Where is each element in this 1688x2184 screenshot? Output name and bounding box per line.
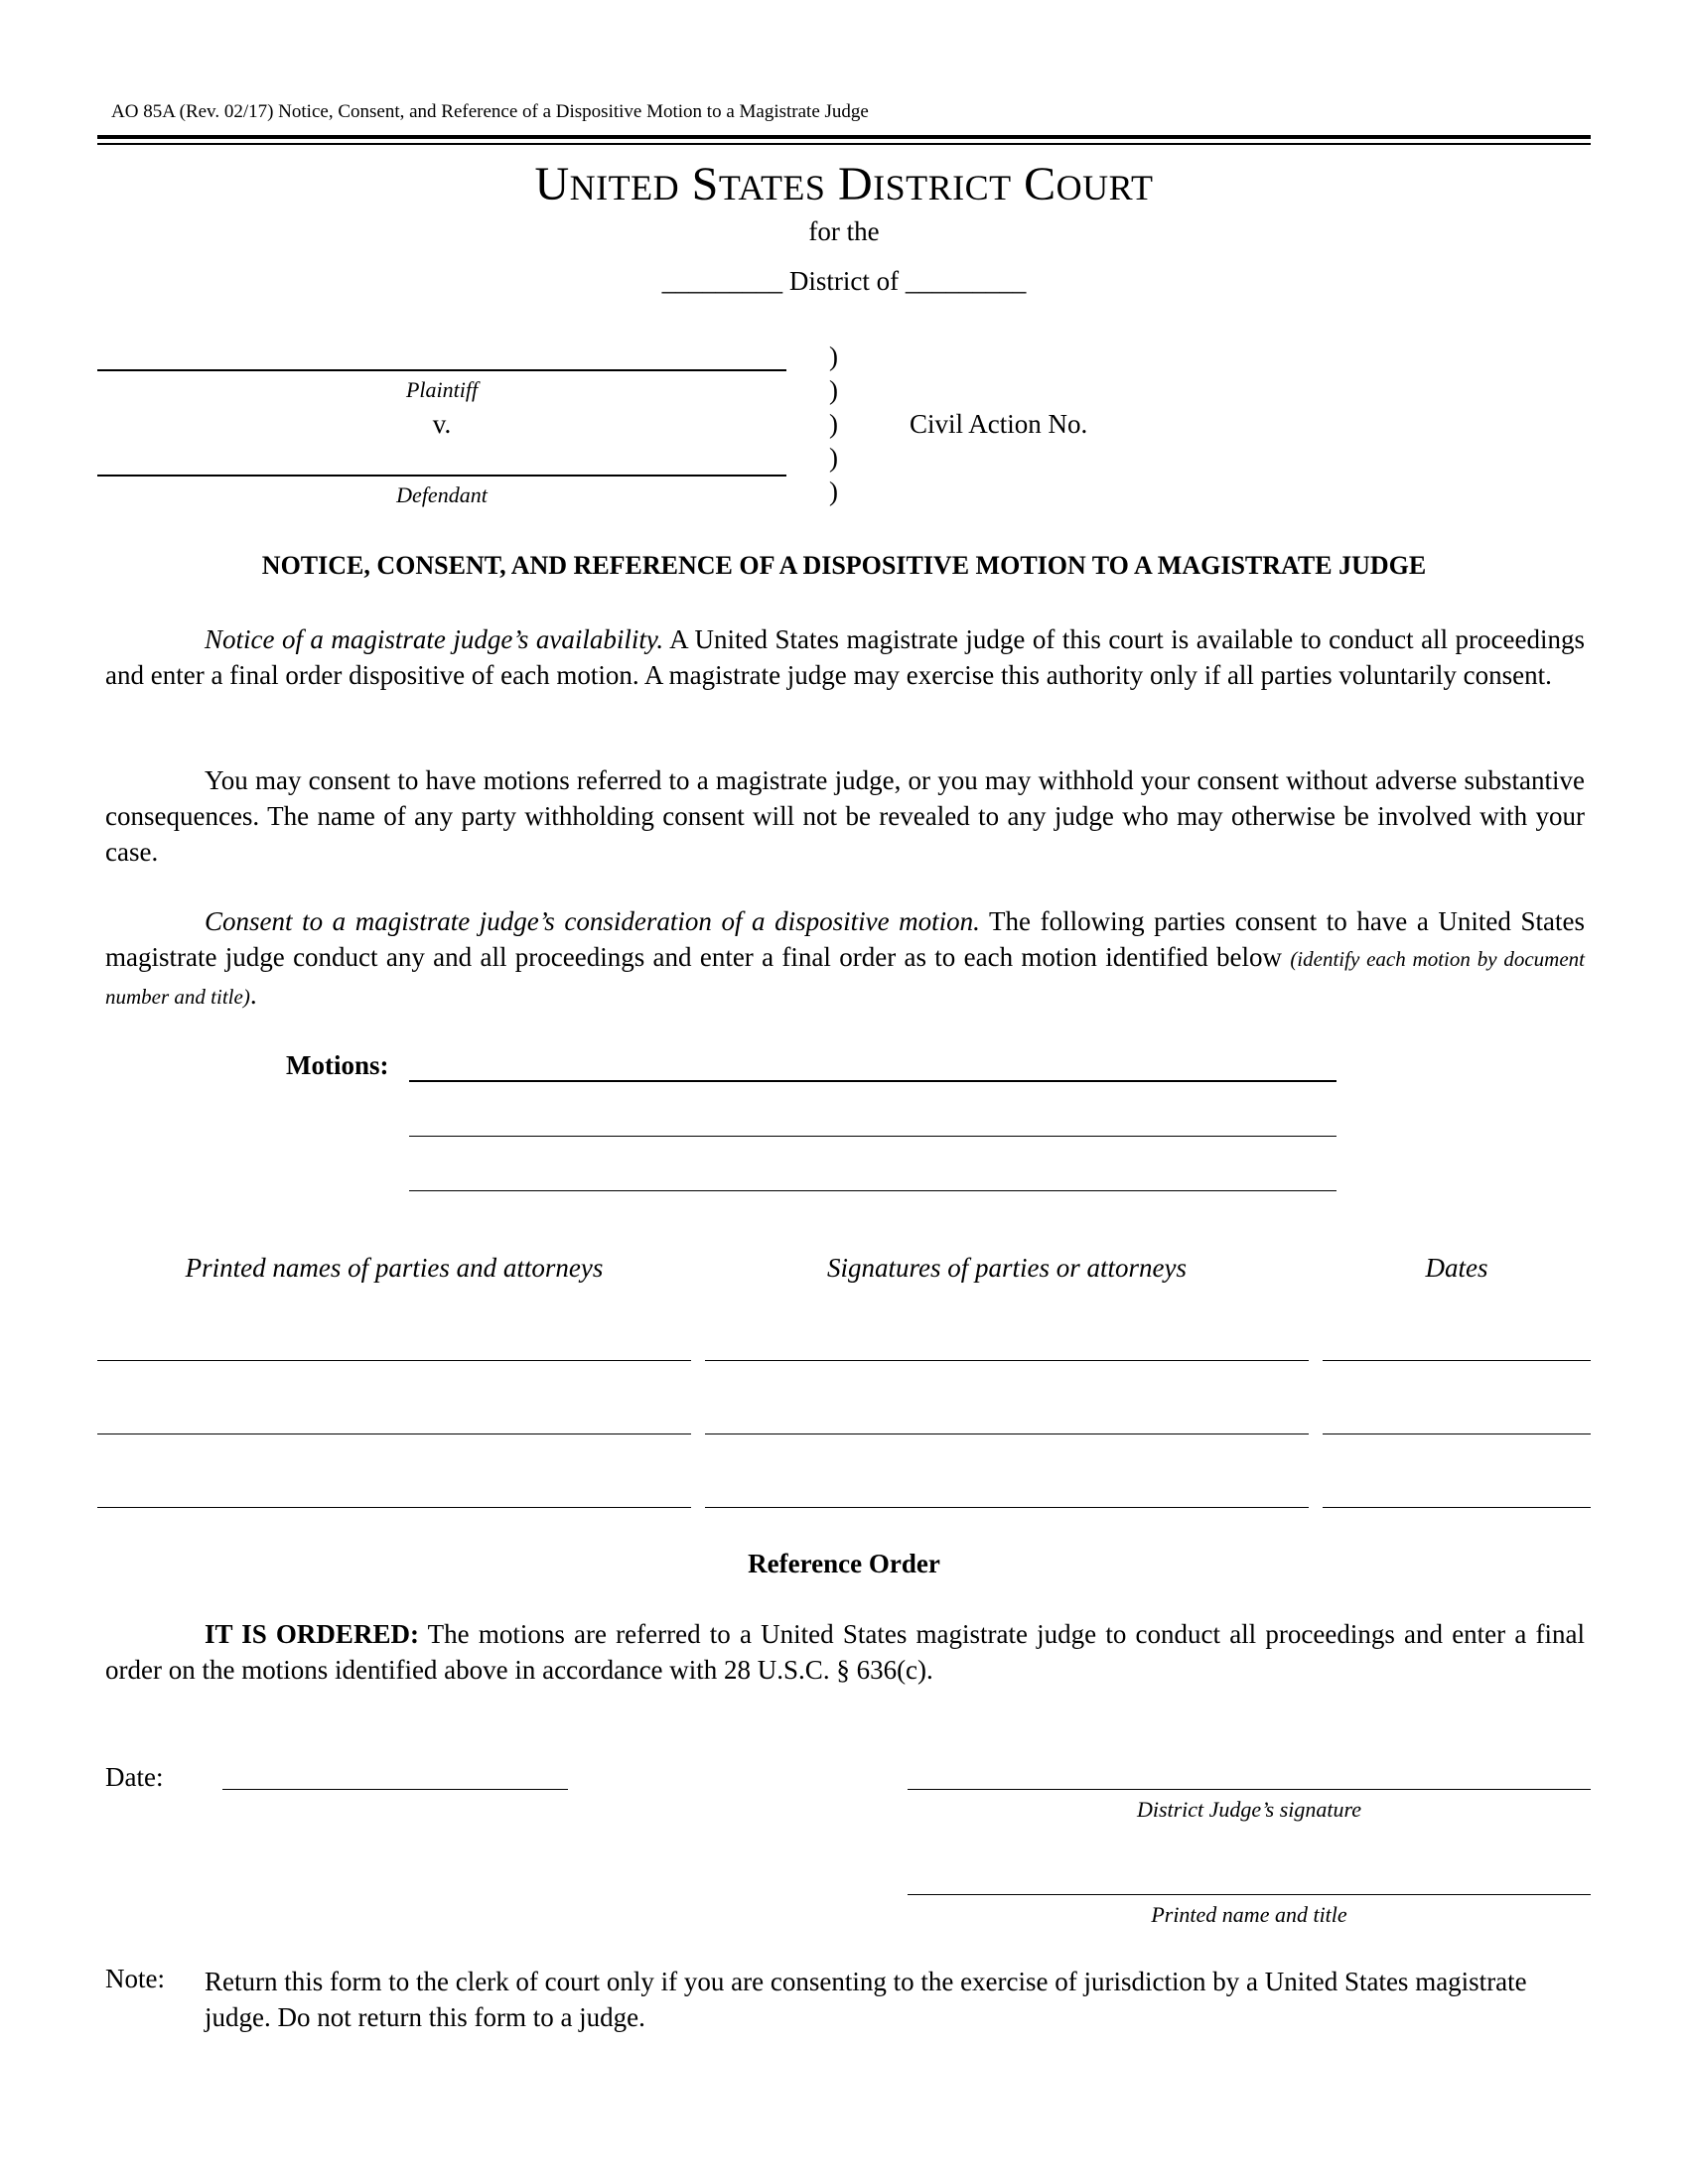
notice-paragraph xyxy=(105,621,1585,693)
plaintiff-line[interactable] xyxy=(97,369,786,371)
date-line[interactable] xyxy=(1323,1360,1591,1361)
consent-instruction: (identify each motion by document number and title) xyxy=(105,947,1585,1009)
caption-paren: ) xyxy=(829,443,838,473)
judge-signature-line[interactable] xyxy=(908,1789,1591,1790)
signature-line[interactable] xyxy=(705,1507,1309,1508)
signature-line[interactable] xyxy=(705,1360,1309,1361)
consent-info-text: You may consent to have motions referred to a magistrate judge, or you may withhold your consent without adverse substantive consequences. The name of any party withholding consent will not be revealed to any judge who may otherwise be involved with your case. xyxy=(105,765,1585,867)
form-header: AO 85A (Rev. 02/17) Notice, Consent, and Reference of a Dispositive Motion to a Magistrate Judge xyxy=(111,101,869,122)
caption-paren: ) xyxy=(829,477,838,506)
versus-label: v. xyxy=(432,409,452,439)
defendant-line[interactable] xyxy=(97,475,786,477)
printed-names-header: Printed names of parties and attorneys xyxy=(185,1253,604,1283)
caption-paren: ) xyxy=(829,409,838,439)
motions-label: Motions: xyxy=(286,1050,389,1080)
signatures-header: Signatures of parties or attorneys xyxy=(827,1253,1187,1283)
header-rule-thick xyxy=(97,135,1591,139)
motions-line[interactable] xyxy=(409,1136,1336,1137)
defendant-label: Defendant xyxy=(396,482,488,507)
notice-heading: Notice of a magistrate judge’s availability. xyxy=(205,624,664,654)
document-title: NOTICE, CONSENT, AND REFERENCE OF A DISPOSITIVE MOTION TO A MAGISTRATE JUDGE xyxy=(261,551,1427,580)
printed-name-line[interactable] xyxy=(97,1507,691,1508)
note-label: Note: xyxy=(105,1964,165,1993)
consent-body: The following parties consent to have a United States magistrate judge conduct any and all proceedings and enter a final order as to each motion identified below xyxy=(105,906,1585,972)
notice-body: A United States magistrate judge of this court is available to conduct all proceedings and enter a final order dispositive of each motion. A magistrate judge may exercise this authority only if all parties voluntarily consent. xyxy=(105,624,1585,690)
date-label: Date: xyxy=(105,1762,164,1792)
for-the-label: for the xyxy=(808,216,880,246)
consent-heading: Consent to a magistrate judge’s consideration of a dispositive motion. xyxy=(205,906,980,936)
motions-line[interactable] xyxy=(409,1190,1336,1191)
consent-info-paragraph xyxy=(105,762,1585,870)
note-text: Return this form to the clerk of court only if you are consenting to the exercise of jurisdiction by a United States magistrate judge. Do not return this form to a judge. xyxy=(205,1967,1527,2032)
signature-line[interactable] xyxy=(705,1433,1309,1434)
reference-order-heading: Reference Order xyxy=(748,1549,940,1578)
printed-name-line[interactable] xyxy=(97,1360,691,1361)
dates-header: Dates xyxy=(1425,1253,1488,1283)
caption-paren: ) xyxy=(829,341,838,371)
printed-name-line[interactable] xyxy=(97,1433,691,1434)
printed-name-title-label: Printed name and title xyxy=(1151,1902,1347,1927)
header-rule-thin xyxy=(97,143,1591,145)
civil-action-label: Civil Action No. xyxy=(910,409,1088,439)
date-line[interactable] xyxy=(1323,1507,1591,1508)
motions-line[interactable] xyxy=(409,1080,1336,1082)
order-lead: IT IS ORDERED: xyxy=(205,1619,419,1649)
order-body: The motions are referred to a United States magistrate judge to conduct all proceedings and enter a final order on the motions identified above in accordance with 28 U.S.C. § 636(c). xyxy=(105,1619,1585,1685)
plaintiff-label: Plaintiff xyxy=(405,377,479,402)
date-signature-line[interactable] xyxy=(222,1789,568,1790)
caption-paren: ) xyxy=(829,375,838,405)
district-line[interactable]: _________ District of _________ xyxy=(661,266,1027,296)
date-line[interactable] xyxy=(1323,1433,1591,1434)
printed-name-title-line[interactable] xyxy=(908,1894,1591,1895)
order-paragraph xyxy=(105,1616,1585,1688)
judge-signature-label: District Judge’s signature xyxy=(1136,1797,1362,1822)
consent-paragraph: Consent to a magistrate judge’s consideration of a dispositive motion. The following parties consent to have a United States magistrate judge conduct any and all proceedings and enter a final order as to each motion identified below (identify each motion by document number and title). xyxy=(105,906,1585,1010)
court-title: UNITED STATES DISTRICT COURT xyxy=(534,158,1154,210)
